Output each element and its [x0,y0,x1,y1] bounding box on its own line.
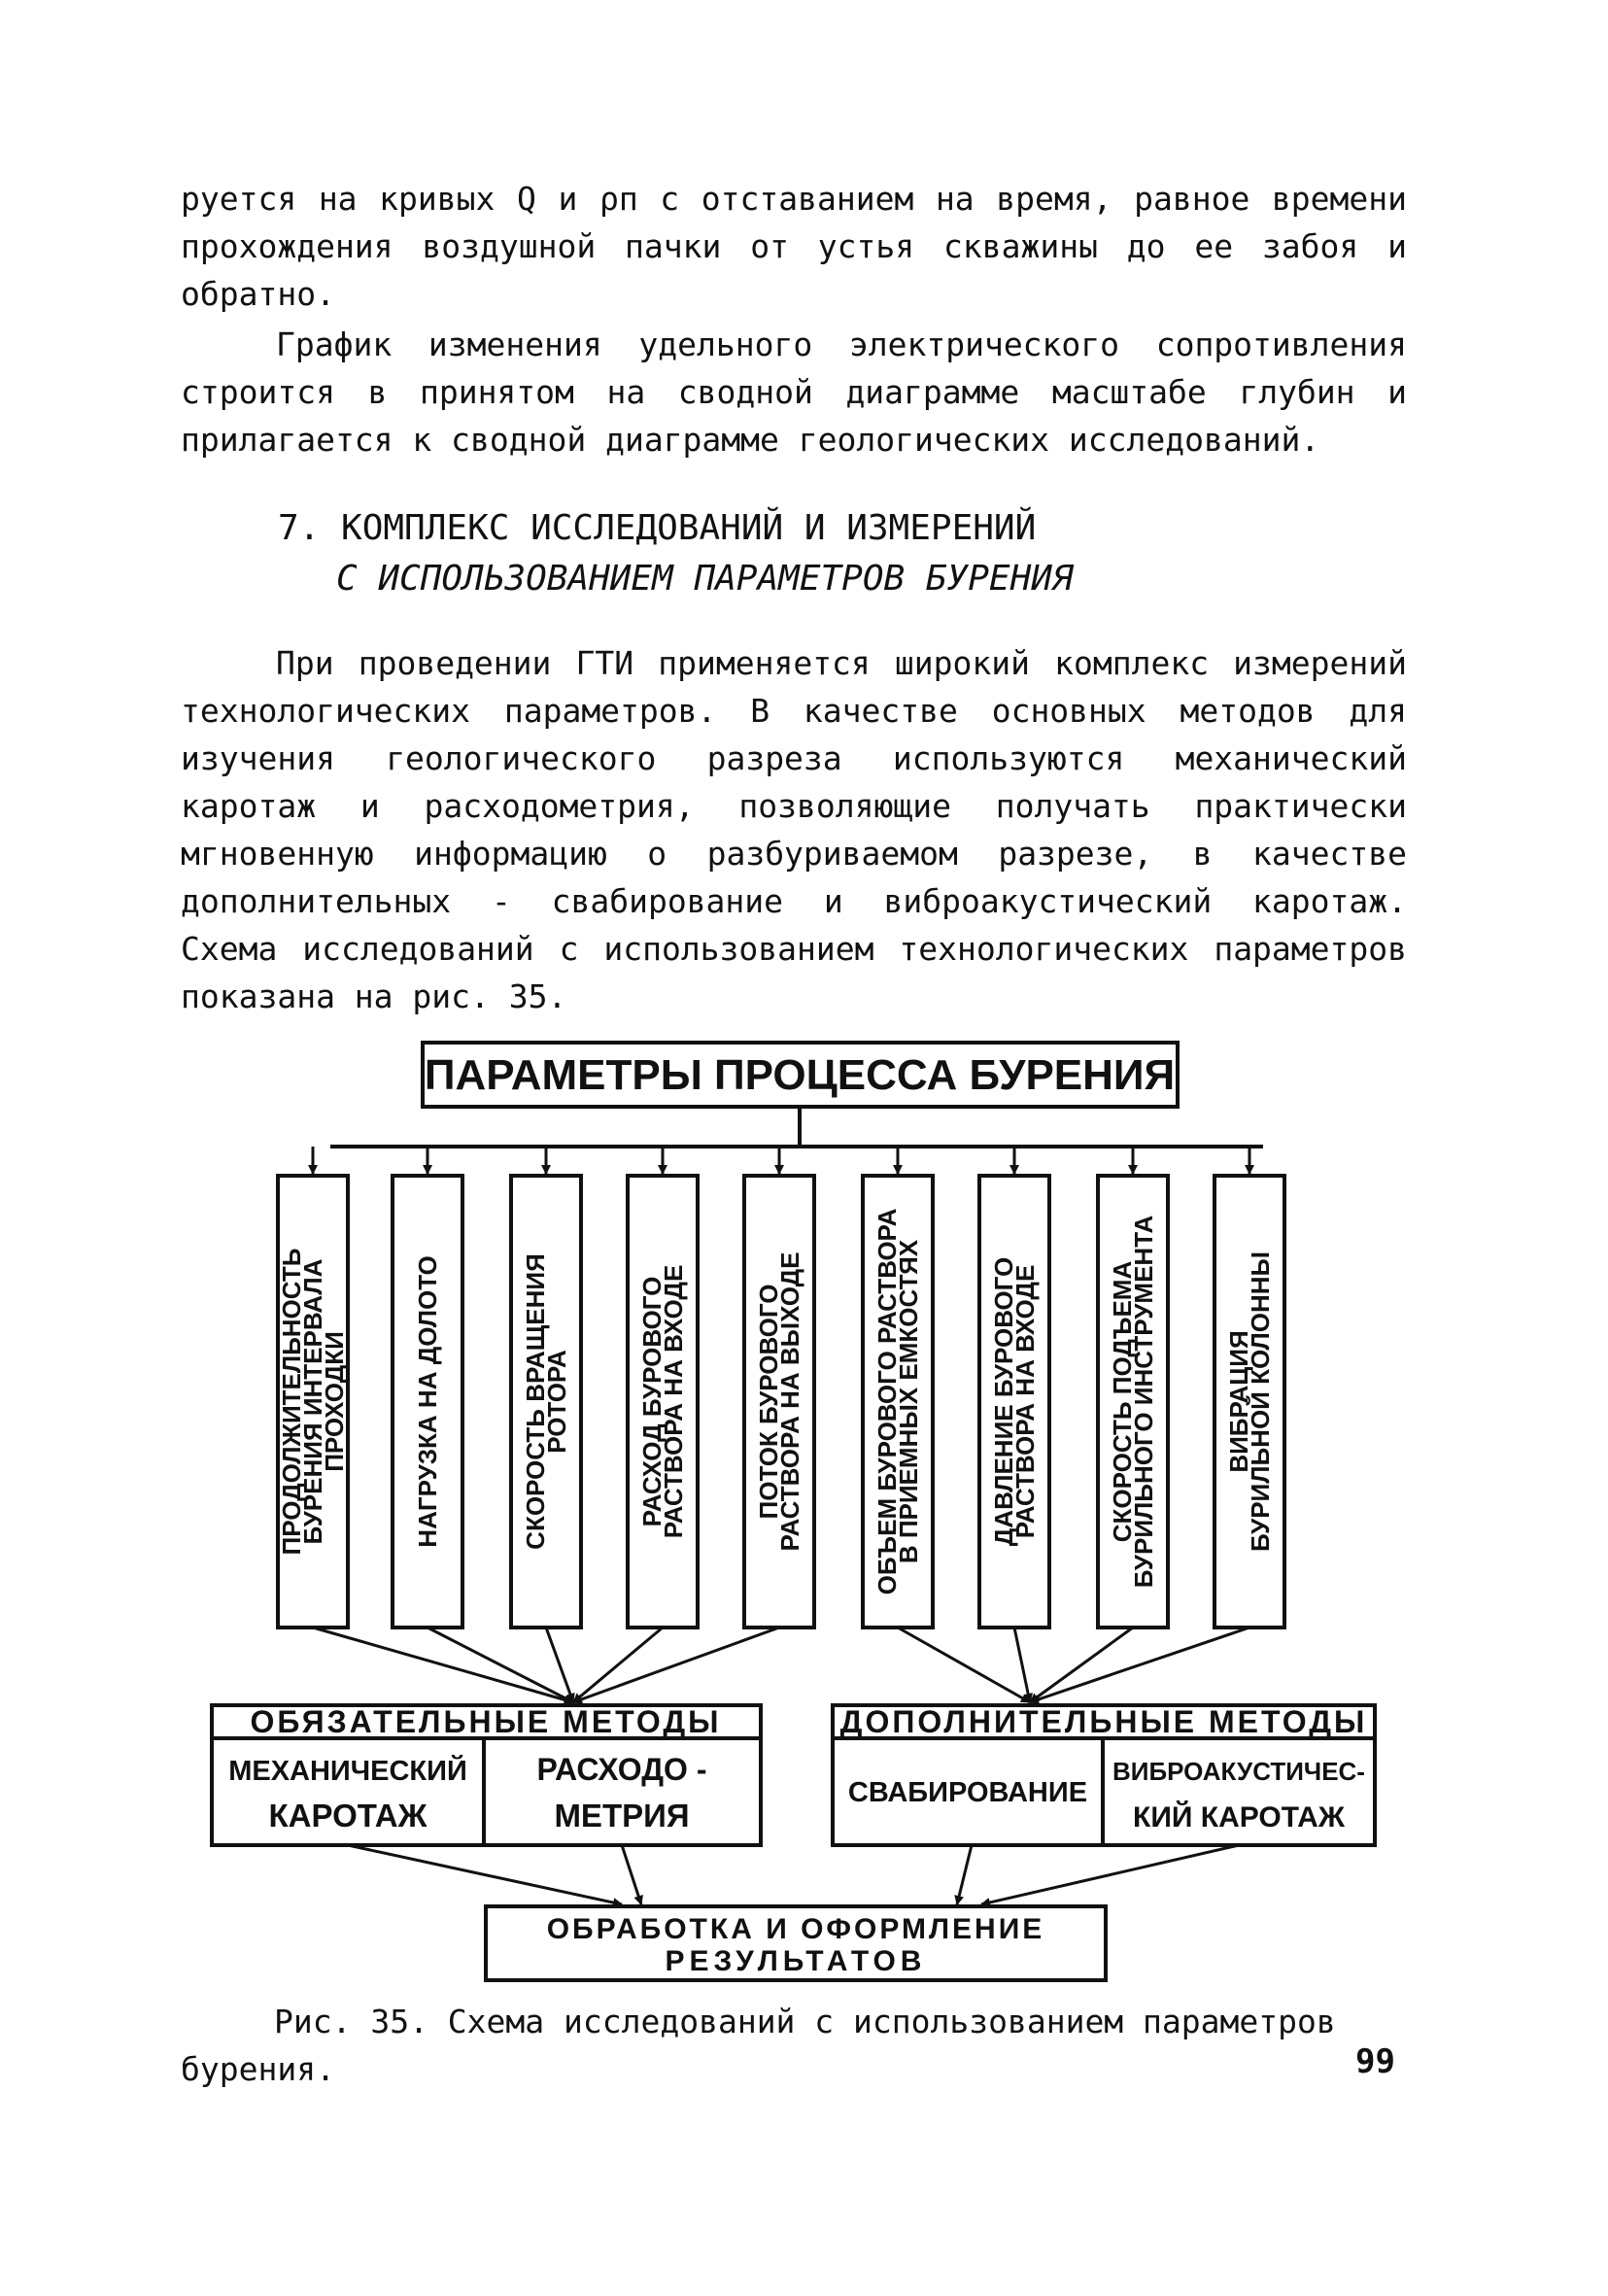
param-label-line: ДАВЛЕНИЕ БУРОВОГО [989,1256,1019,1547]
section-heading-line1: 7. КОМПЛЕКС ИССЛЕДОВАНИЙ И ИЗМЕРЕНИЙ [278,508,1037,548]
additional-title: ДОПОЛНИТЕЛЬНЫЕ МЕТОДЫ [839,1704,1368,1739]
param-label-line: НАГРУЗКА НА ДОЛОТО [413,1255,443,1548]
param-label-line: ОБЪЕМ БУРОВОГО РАСТВОРА [872,1208,903,1595]
param-label-rotor-speed [521,1253,571,1550]
param-label-line: РАСТВОРА НА ВЫХОДЕ [775,1251,805,1552]
param-label-bit-load [413,1255,442,1547]
param-label-line: БУРЕНИЯ ИНТЕРВАЛА [298,1258,328,1545]
param-label-line: СКОРОСТЬ ПОДЪЕМА [1108,1260,1138,1543]
param-label-line: БУРИЛЬНОЙ КОЛОННЫ [1246,1251,1276,1553]
param-label-line: СКОРОСТЬ ВРАЩЕНИЯ [521,1253,551,1550]
flowmetry-line2: МЕТРИЯ [554,1798,690,1833]
param-label-vibration [1224,1251,1275,1552]
param-label-line: ПРОХОДКИ [320,1331,350,1472]
flowmetry-line1: РАСХОДО - [536,1752,707,1787]
param-label-line: ПРОДОЛЖИТЕЛЬНОСТЬ [277,1248,307,1556]
mechanical-logging-line2: КАРОТАЖ [268,1798,428,1833]
page-number: 99 [1355,2042,1395,2081]
param-label-line: ПОТОК БУРОВОГО [754,1284,784,1520]
paragraph-gti: При проведении ГТИ применяется широкий комплекс измерений технологических параметров. В качестве основных методов для изучения геологического разреза используются механический каротаж и расходометрия, позволяющие получать практически мгновенную информацию о разбуриваемом разрезе, в качестве дополнительных - свабирование и виброакустический каротаж. Схема исследований с использованием технологических параметров показана на рис. 35. [181,644,1407,1015]
figure-caption [181,1998,1407,2093]
paragraph-resistivity: График изменения удельного электрического сопротивления строится в принятом на сводной диаграмме масштабе глубин и прилагается к сводной диаграмме геологических исследований. [181,326,1407,459]
paragraph-continuation: руется на кривых Q и ρп с отставанием на время, равное времени прохождения воздушной пачки от устья скважины до ее забоя и обратно. [181,180,1407,313]
param-label-trip-speed [1108,1216,1158,1589]
vibroacoustic-line1: ВИБРОАКУСТИЧЕС- [1112,1757,1365,1786]
param-label-line: РАСТВОРА НА ВХОДЕ [659,1264,689,1539]
caption-line2: бурения. [181,2050,335,2088]
param-label-line: В ПРИЕМНЫХ ЕМКОСТЯХ [894,1239,924,1564]
caption-line1: Рис. 35. Схема исследований с использованием параметров [274,2003,1336,2040]
swabbing-text: СВАБИРОВАНИЕ [847,1777,1088,1808]
result-line1: ОБРАБОТКА И ОФОРМЛЕНИЕ [546,1913,1045,1945]
param-label-line: ВИБРАЦИЯ [1224,1330,1254,1473]
param-label-inflow [637,1265,688,1539]
top-title-text: ПАРАМЕТРЫ ПРОЦЕССА БУРЕНИЯ [424,1051,1176,1099]
parameter-boxes [277,1176,1284,1628]
param-label-tank-volume [872,1208,923,1594]
param-label-outflow [754,1251,804,1551]
mechanical-logging-line1: МЕХАНИЧЕСКИЙ [228,1756,467,1787]
param-label-line: РАСХОД БУРОВОГО [637,1276,667,1527]
param-label-inlet-pressure [989,1257,1040,1546]
result-line2: РЕЗУЛЬТАТОВ [665,1945,927,1977]
vibroacoustic-line2: КИЙ КАРОТАЖ [1133,1801,1345,1833]
mandatory-title: ОБЯЗАТЕЛЬНЫЕ МЕТОДЫ [250,1704,722,1739]
section-heading-line2: С ИСПОЛЬЗОВАНИЕМ ПАРАМЕТРОВ БУРЕНИЯ [336,559,1074,599]
param-label-line: РОТОРА [542,1350,572,1454]
param-label-line: БУРИЛЬНОГО ИНСТРУМЕНТА [1129,1215,1159,1589]
param-label-line: РАСТВОРА НА ВХОДЕ [1010,1264,1041,1539]
param-label-duration [277,1249,349,1556]
